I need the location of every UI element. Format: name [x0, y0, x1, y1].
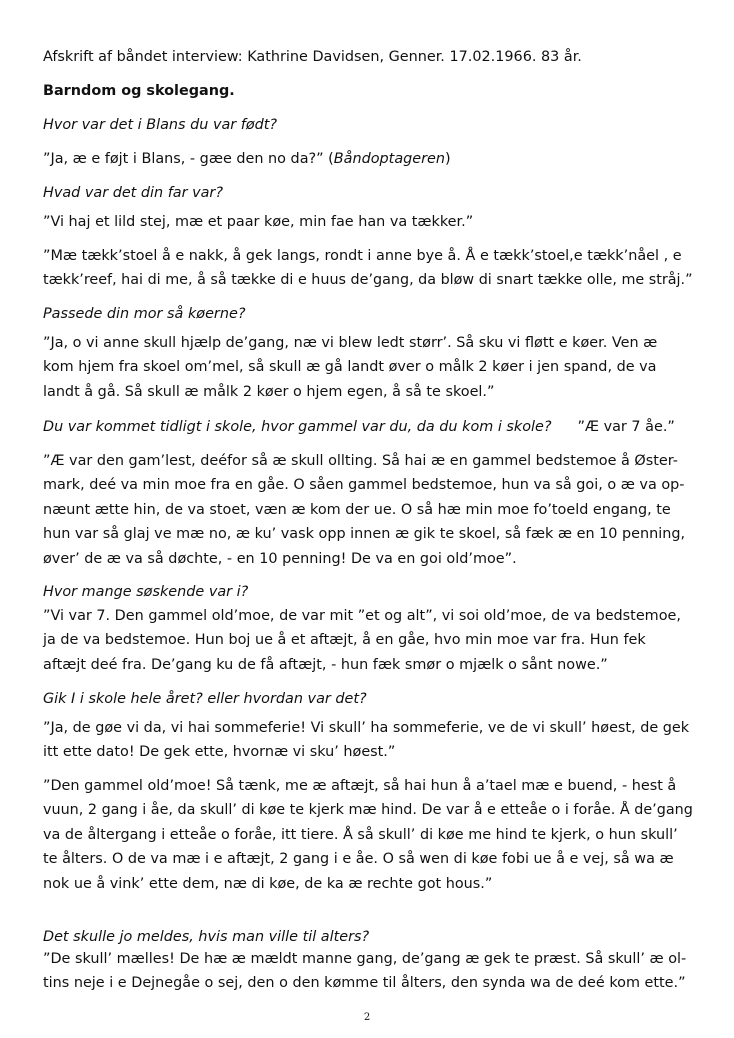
- section-heading: Barndom og skolegang.: [43, 83, 235, 99]
- answer-6: ”Vi var 7. Den gammel old’moe, de var mit ”et og alt”, vi soi old’moe, de va bedstemoe, ja de va bedstemoe. Hun boj ue å et aftæjt, å en gåe, hvo min moe var fra. Hun fek aftæjt deé fra. De’gang ku de få aftæjt, - hun fæk smør o mjælk o sånt nowe.”: [43, 608, 681, 673]
- header-line: Afskrift af båndet interview: Kathrine Davidsen, Genner. 17.02.1966. 83 år.: [43, 49, 582, 65]
- answer-1: ”Ja, æ e føjt i Blans, - gæe den no da?” (Båndoptageren): [43, 151, 451, 167]
- question-1: Hvor var det i Blans du var født?: [43, 117, 278, 133]
- question-7: Det skulle jo meldes, hvis man ville til alters?: [43, 929, 370, 945]
- answer-8: ”Den gammel old’moe! Så tænk, me æ aftæjt, så hai hun å a’tael mæ e buend, - hest å vuun, 2 gang i åe, da skull’ di køe te kjerk mæ hind. De var å e etteåe o i foråe. Å de’gang va de åltergang i etteåe o foråe, itt tiere. Å så skull’ di køe me hind te kjerk, o hun skull’ te ålters. O de va mæ i e aftæjt, 2 gang i e åe. O så wen di køe fobi ue å e vej, så wa æ nok ue å vink’ ette dem, næ di køe, de ka æ rechte got hous.”: [43, 778, 693, 892]
- question-6: Gik I i skole hele året? eller hvordan var det?: [43, 691, 367, 707]
- question-4: [43, 415, 693, 439]
- question-3: Passede din mor så køerne?: [43, 306, 246, 322]
- page-number: 2: [363, 1012, 371, 1023]
- question-4-text: Du var kommet tidligt i skole, hvor gammel var du, da du kom i skole?: [43, 419, 552, 435]
- answer-9: ”De skull’ mælles! De hæ æ mældt manne gang, de’gang æ gek te præst. Så skull’ æ ol- tins neje i e Dejnegåe o sej, den o den kømme til ålters, den synda wa de deé kom ette.”: [43, 951, 687, 992]
- question-2: Hvad var det din far var?: [43, 185, 223, 201]
- answer-3: ”Mæ tækk’stoel å e nakk, å gek langs, rondt i anne bye å. Å e tækk’stoel,e tækk’nåel , e tækk’reef, hai di me, å så tække di e huus de’gang, da bløw di snart tække olle, me stråj.”: [43, 248, 693, 289]
- answer-4: ”Ja, o vi anne skull hjælp de’gang, næ vi blew ledt størr’. Så sku vi fløtt e køer. Ven æ kom hjem fra skoel om’mel, så skull æ gå landt øver o målk 2 køer i jen spand, de va landt å gå. Så skull æ målk 2 køer o hjem egen, å så te skoel.”: [43, 335, 658, 400]
- question-4-answer: ”Æ var 7 åe.”: [577, 419, 675, 435]
- answer-5: ”Æ var den gam’lest, deéfor så æ skull ollting. Så hai æ en gammel bedstemoe å Øster- mark, deé va min moe fra en gåe. O såen gammel bedstemoe, hun va så goi, o æ va op- næunt ætte hin, de va stoet, væn æ kom der ue. O så hæ min moe fo’toeld engang, te hun var så glaj ve mæ no, æ ku’ vask opp innen æ gik te skoel, så fæk æ en 10 penning, øver’ de æ va så døchte, - en 10 penning! De va en goi old’moe”.: [43, 453, 686, 567]
- answer-1-note: Båndoptageren: [333, 151, 446, 167]
- answer-7: ”Ja, de gøe vi da, vi hai sommeferie! Vi skull’ ha sommeferie, ve de vi skull’ høest, de gek itt ette dato! De gek ette, hvornæ vi sku’ høest.”: [43, 720, 690, 761]
- question-5: Hvor mange søskende var i?: [43, 584, 249, 600]
- answer-2: ”Vi haj et lild stej, mæ et paar køe, min fae han va tækker.”: [43, 214, 474, 230]
